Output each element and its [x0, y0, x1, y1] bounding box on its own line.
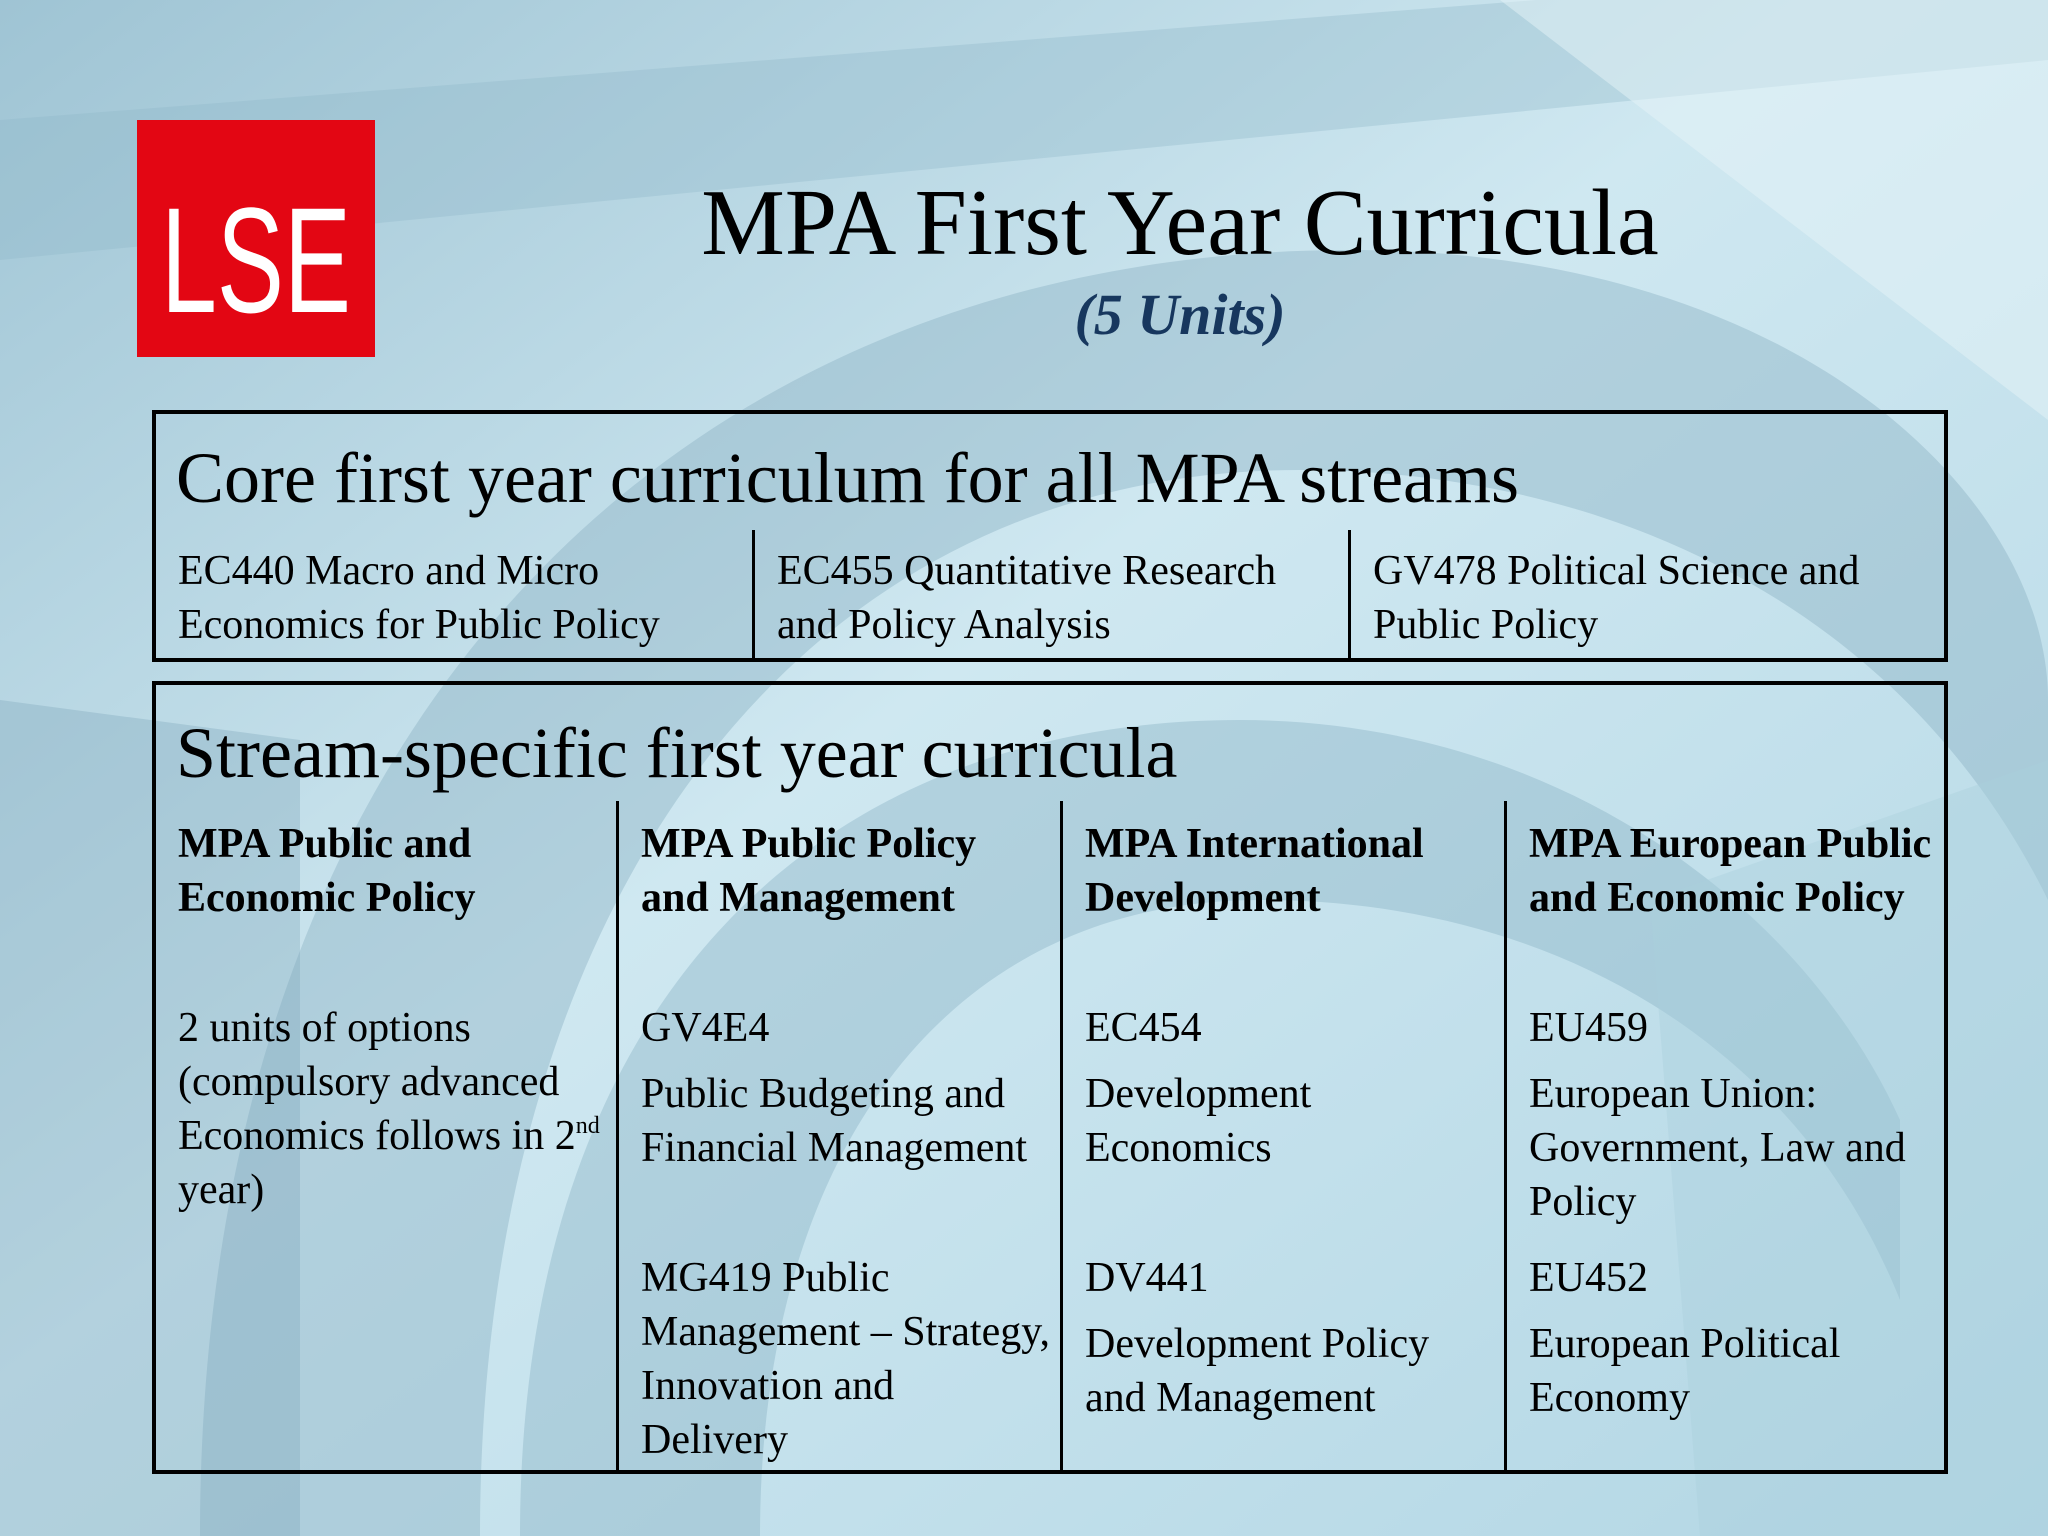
stream-title: MPA Public Policy and Management	[641, 821, 977, 921]
course-block	[1529, 1251, 1934, 1425]
course-code: EU459	[1529, 1005, 1648, 1051]
course-code: EC454	[1085, 1005, 1202, 1051]
core-course-3: GV478 Political Science and Public Policy	[1348, 530, 1944, 662]
core-curriculum-box	[152, 410, 1948, 662]
course-code: DV441	[1085, 1255, 1209, 1301]
core-course-1: EC440 Macro and Micro Economics for Public Policy	[178, 548, 660, 648]
logo-text: LSE	[161, 176, 351, 344]
stream-column-public-economic	[156, 801, 616, 1474]
course-block	[1529, 1001, 1934, 1229]
page-subtitle: (5 Units)	[1074, 282, 1286, 347]
course-code: EU452	[1529, 1255, 1648, 1301]
stream-column-european-public-economic	[1504, 801, 1944, 1474]
core-heading: Core first year curriculum for all MPA streams	[176, 438, 1520, 518]
course-block	[1085, 1001, 1494, 1175]
stream-column-international-development	[1060, 801, 1504, 1474]
course-name: European Union: Government, Law and Policy	[1529, 1071, 1906, 1225]
options-note: 2 units of options (compulsory advanced Economics follows in 2nd year)	[178, 1005, 600, 1213]
course-name: MG419 Public Management – Strategy, Innovation and Delivery	[641, 1255, 1050, 1463]
course-name: Development Economics	[1085, 1071, 1312, 1171]
core-course-2: EC455 Quantitative Research and Policy Analysis	[752, 530, 1348, 662]
stream-title: MPA International Development	[1085, 821, 1424, 921]
page-title: MPA First Year Curricula	[701, 171, 1659, 275]
stream-curricula-box	[152, 681, 1948, 1474]
course-block	[1085, 1251, 1494, 1425]
course-block	[641, 1251, 1050, 1467]
stream-heading: Stream-specific first year curricula	[176, 713, 1178, 793]
lse-logo	[137, 120, 375, 357]
stream-title: MPA European Public and Economic Policy	[1529, 821, 1932, 921]
course-name: European Political Economy	[1529, 1321, 1841, 1421]
course-name: Development Policy and Management	[1085, 1321, 1430, 1421]
course-code: GV4E4	[641, 1005, 770, 1051]
stream-title: MPA Public and Economic Policy	[178, 821, 476, 921]
course-name: Public Budgeting and Financial Management	[641, 1071, 1028, 1171]
ordinal-suffix: nd	[575, 1113, 600, 1139]
stream-column-policy-management	[616, 801, 1060, 1474]
course-block	[641, 1001, 1050, 1175]
